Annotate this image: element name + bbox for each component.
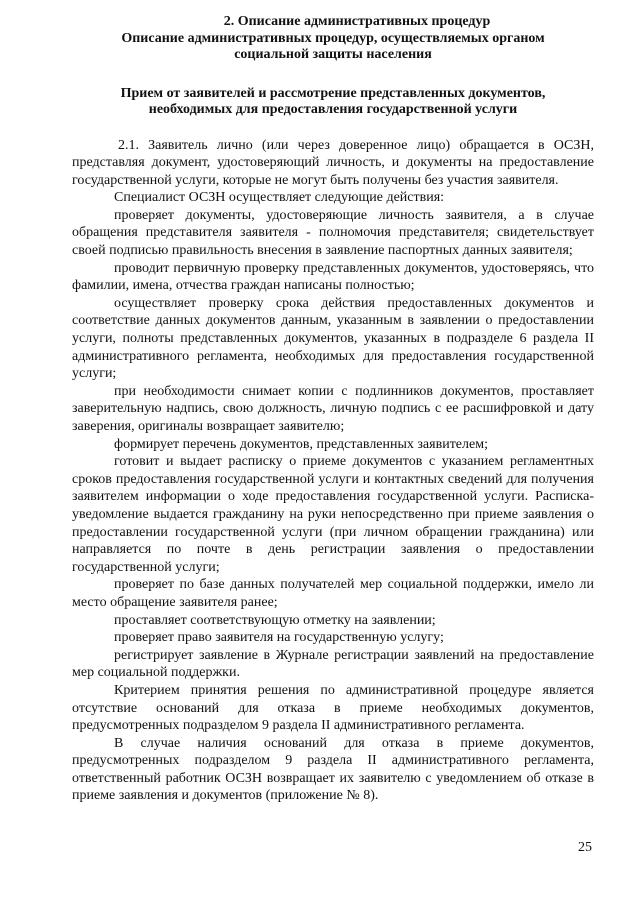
paragraph: 2.1. Заявитель лично (или через доверенное лицо) обращается в ОСЗН, представляя документ, удостоверяющий личность, и документы на предоставление государственной услуги, которые не могут быть получены без участия заявителя. — [72, 137, 594, 188]
page-number: 25 — [578, 840, 592, 855]
body-text — [72, 137, 594, 806]
paragraph: проверяет по базе данных получателей мер социальной поддержки, имело ли место обращение заявителя ранее; — [72, 577, 594, 610]
paragraph: проставляет соответствующую отметку на заявлении; — [114, 612, 436, 628]
paragraph: В случае наличия оснований для отказа в приеме документов, предусмотренных подразделом 9 раздела II административного регламента, ответственный работник ОСЗН возвращает их заявителю с уведомлением об отказе в приеме заявления и документов (приложение № 8). — [72, 735, 594, 804]
subsection-heading-line-1: Прием от заявителей и рассмотрение представленных документов, — [120, 85, 546, 101]
paragraph: проверяет документы, удостоверяющие личность заявителя, а в случае обращения представителя заявителя - полномочия представителя; свидетельствует своей подписью правильность внесения в заявление паспортных данных заявителя; — [72, 207, 594, 259]
section-heading: 2. Описание административных процедур — [223, 14, 491, 29]
paragraph: осуществляет проверку срока действия предоставленных документов и соответствие данных документов данным, указанным в заявлении о предоставлении услуги, полноты представленных документов, указанных в подразделе 6 раздела II административного регламента, необходимых для предоставления государственной услуги; — [72, 295, 594, 382]
paragraph: проводит первичную проверку представленных документов, удостоверяясь, что фамилии, имена, отчества граждан написаны полностью; — [72, 260, 594, 294]
subsection-heading-line-2: необходимых для предоставления государственной услуги — [148, 102, 518, 117]
paragraph: регистрирует заявление в Журнале регистрации заявлений на предоставление мер социальной поддержки. — [72, 647, 594, 681]
paragraph: при необходимости снимает копии с подлинников документов, проставляет заверительную надпись, свою должность, личную подпись с ее расшифровкой и дату заверения, оригиналы возвращает заявителю; — [72, 383, 594, 434]
paragraph: формирует перечень документов, представленных заявителем; — [114, 436, 488, 452]
paragraph: проверяет право заявителя на государственную услугу; — [114, 630, 444, 646]
subtitle-line-2: социальной защиты населения — [234, 47, 432, 62]
paragraph: готовит и выдает расписку о приеме документов с указанием регламентных сроков предоставления государственной услуги и контактных сведений для получения заявителем информации о ходе предоставления государственной услуги. Расписка-уведомление выдается гражданину на руки непосредственно при приеме заявления о предоставлении государственной услуги (при личном обращении гражданина) или направляется по почте в день регистрации заявления о предоставлении государственной услуги; — [72, 454, 594, 575]
subsection-heading — [72, 86, 594, 119]
paragraph: Критерием принятия решения по административной процедуре является отсутствие оснований для отказа в приеме необходимых документов, предусмотренных подразделом 9 раздела II административного регламента. — [72, 682, 594, 734]
subtitle-line-1: Описание административных процедур, осуществляемых органом — [121, 30, 545, 46]
document-page — [72, 14, 594, 805]
paragraph: Специалист ОСЗН осуществляет следующие действия: — [114, 190, 445, 206]
